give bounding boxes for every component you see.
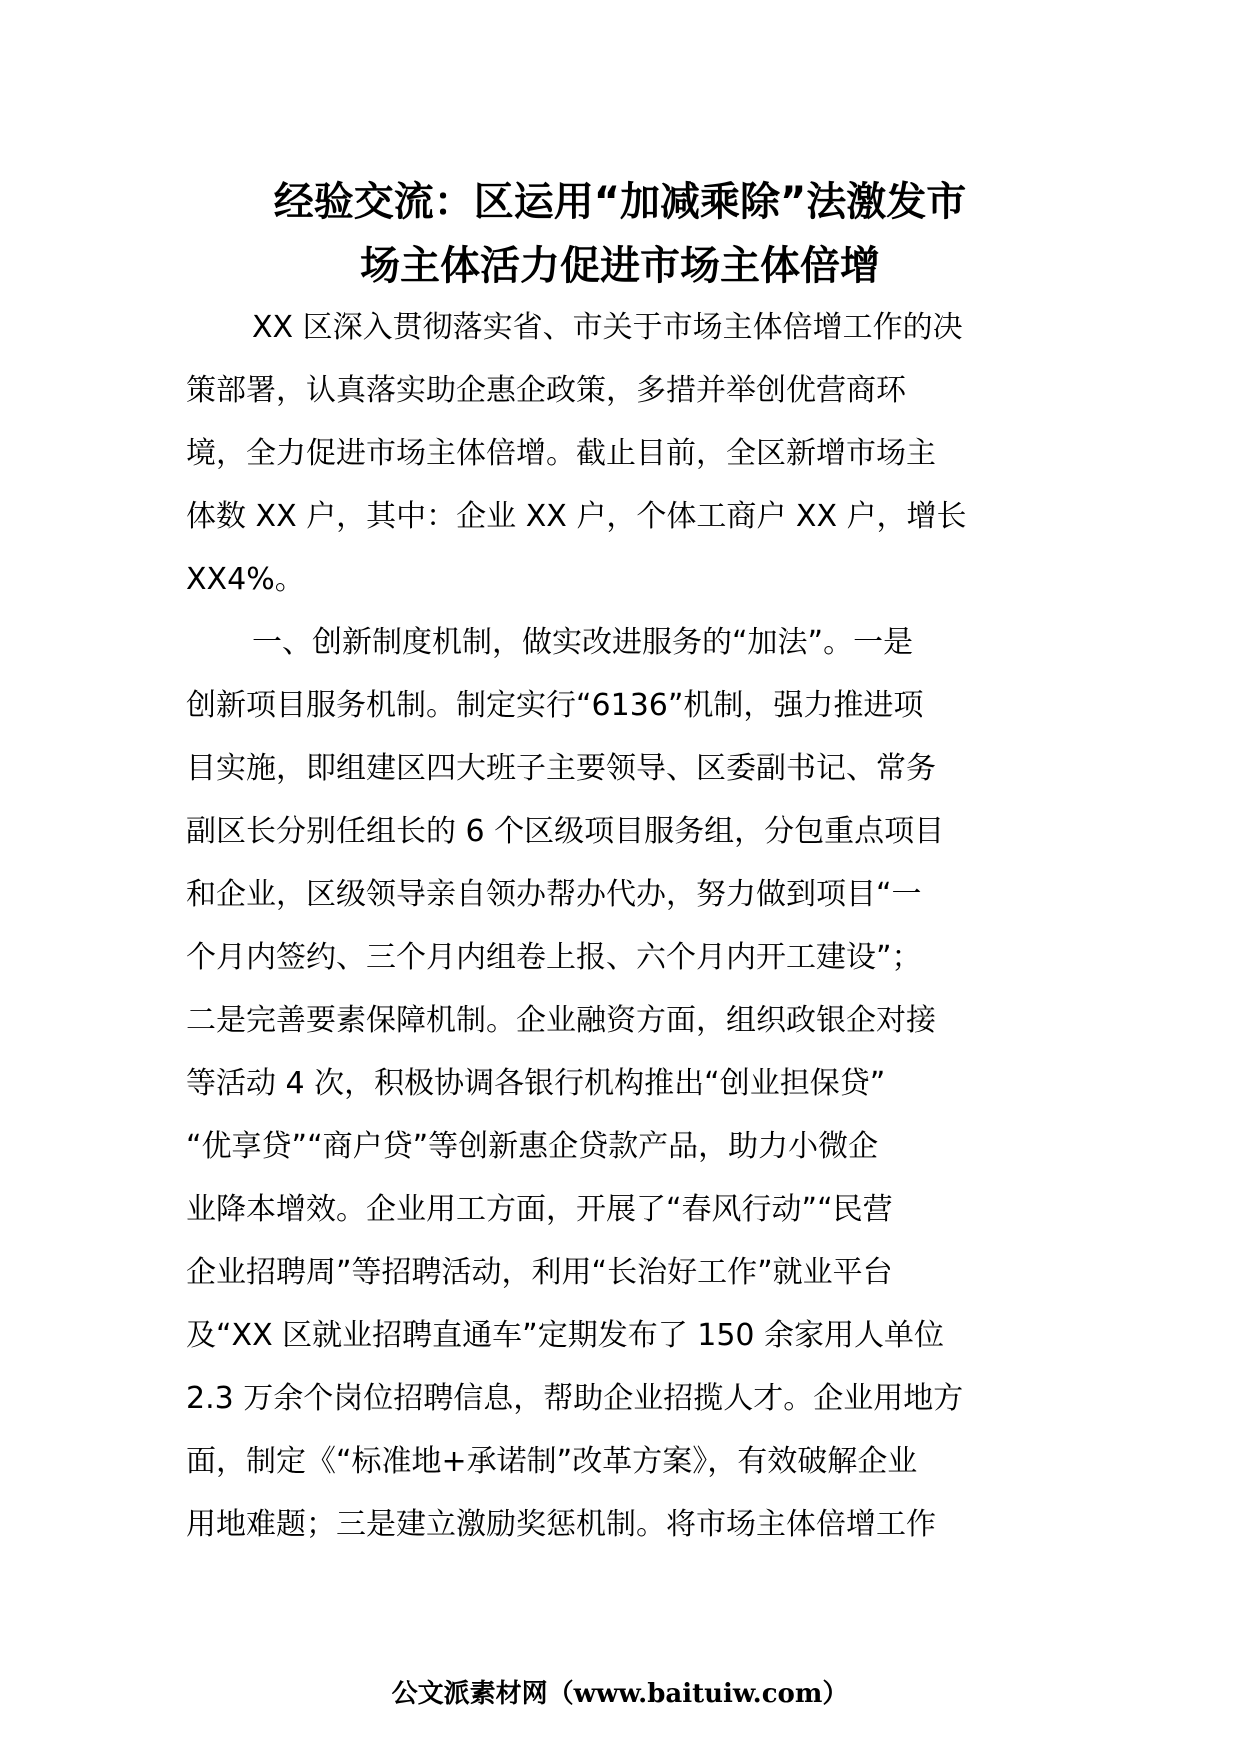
text-line: 和企业，区级领导亲自领办帮办代办，努力做到项目“一 (186, 877, 922, 912)
footer-watermark: 公文派素材网（www.baituiw.com） (391, 1679, 849, 1709)
text-line: XX 区深入贯彻落实省、市关于市场主体倍增工作的决 (252, 310, 963, 345)
text-line: 目实施，即组建区四大班子主要领导、区委副书记、常务 (186, 751, 936, 786)
document-title-line-1: 经验交流：区运用“加减乘除”法激发市 (273, 179, 967, 225)
text-line: 及“XX 区就业招聘直通车”定期发布了 150 余家用人单位 (186, 1318, 945, 1353)
text-line: 策部署，认真落实助企惠企政策，多措并举创优营商环 (186, 373, 906, 408)
text-line: 二是完善要素保障机制。企业融资方面，组织政银企对接 (186, 1003, 936, 1038)
text-line: 等活动 4 次，积极协调各银行机构推出“创业担保贷” (186, 1066, 886, 1101)
text-line: 业降本增效。企业用工方面，开展了“春风行动”“民营 (186, 1192, 893, 1227)
text-line: 企业招聘周”等招聘活动，利用“长治好工作”就业平台 (186, 1255, 893, 1290)
paragraph-section-one (186, 611, 1056, 1556)
text-line: 副区长分别任组长的 6 个区级项目服务组，分包重点项目 (186, 814, 945, 849)
document-title-line-2: 场主体活力促进市场主体倍增 (360, 243, 880, 289)
text-line: 体数 XX 户，其中：企业 XX 户，个体工商户 XX 户，增长 (186, 499, 967, 534)
text-line: 一、创新制度机制，做实改进服务的“加法”。一是 (252, 625, 914, 660)
document-body (186, 296, 1056, 1556)
text-line: 境，全力促进市场主体倍增。截止目前，全区新增市场主 (186, 436, 936, 471)
text-line: 创新项目服务机制。制定实行“6136”机制，强力推进项 (186, 688, 924, 723)
paragraph-intro (186, 296, 1056, 611)
text-line: XX4%。 (186, 562, 305, 597)
text-line: 个月内签约、三个月内组卷上报、六个月内开工建设”； (186, 940, 922, 975)
text-line: 面，制定《“标准地+承诺制”改革方案》，有效破解企业 (186, 1444, 918, 1479)
text-line: “优享贷”“商户贷”等创新惠企贷款产品，助力小微企 (186, 1129, 879, 1164)
text-line: 用地难题；三是建立激励奖惩机制。将市场主体倍增工作 (186, 1507, 936, 1542)
text-line: 2.3 万余个岗位招聘信息，帮助企业招揽人才。企业用地方 (186, 1381, 964, 1416)
